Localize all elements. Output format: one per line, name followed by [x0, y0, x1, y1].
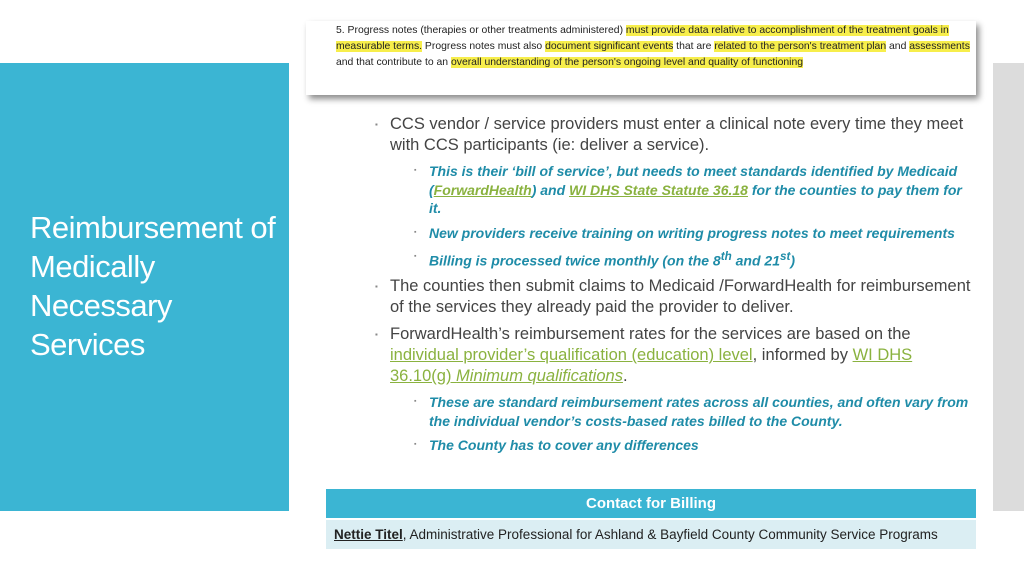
bullet-clinical-note: [365, 114, 975, 156]
sub-bullet-text: The County has to cover any differences: [429, 437, 699, 454]
progress-notes-excerpt: [306, 21, 976, 95]
sub-bullet-text: Billing is processed twice monthly (on the 8: [429, 252, 721, 269]
slide-title: Reimbursement of Medically Necessary Services: [30, 210, 276, 362]
sub-bullet-billing: [365, 248, 975, 270]
excerpt-text: that are: [673, 41, 715, 52]
superscript: th: [720, 250, 732, 263]
excerpt-highlight: must provide data relative to accomplishment of the treatment goals in measurable terms.: [336, 25, 949, 52]
sub-bullet-text: and 21: [731, 252, 780, 269]
forwardhealth-link[interactable]: ForwardHealth: [433, 181, 532, 198]
excerpt-highlight: related to the person's treatment plan: [714, 41, 887, 52]
bullet-text: .: [622, 367, 628, 386]
state-statute-link[interactable]: WI DHS State Statute 36.18: [569, 181, 748, 198]
sub-bullet-text: New providers receive training on writing progress notes to meet requirements: [429, 224, 955, 241]
bullet-text: The counties then submit claims to Medicaid /ForwardHealth for reimbursement of the services they already paid the provider to deliver.: [390, 277, 971, 317]
sub-bullet-bill-of-service: [365, 162, 975, 218]
right-accent-bar: [993, 63, 1024, 511]
sub-bullet-text: ): [790, 252, 796, 269]
excerpt-highlight: document significant events: [545, 41, 674, 52]
excerpt-text: and: [886, 41, 910, 52]
sub-bullet-text: ) and: [531, 181, 570, 198]
excerpt-highlight: overall understanding of the person's ongoing level and quality of functioning: [450, 57, 804, 68]
qualification-level-link[interactable]: individual provider’s qualification (education) level: [390, 346, 753, 365]
bullet-reimbursement-rates: [365, 324, 975, 387]
link-text: WI DHS 36.10(g): [390, 346, 913, 386]
link-text-italic: Minimum qualifications: [456, 367, 623, 386]
sub-bullet-text: This is their ‘bill of service’, but needs to meet standards identified by Medicaid (: [429, 163, 958, 198]
bullet-text: , informed by: [752, 346, 853, 365]
superscript: st: [779, 250, 791, 263]
excerpt-highlight: assessments: [909, 41, 970, 52]
excerpt-text: 5. Progress notes (therapies or other treatments administered): [336, 25, 626, 36]
sub-bullet-text: for the counties to pay them for it.: [429, 181, 962, 216]
sub-bullet-text: These are standard reimbursement rates across all counties, and often vary from the individual vendor’s costs-based rates billed to the County.: [429, 394, 969, 429]
bullet-text: CCS vendor / service providers must enter a clinical note every time they meet with CCS participants (ie: deliver a service).: [390, 115, 964, 154]
excerpt-text: and that contribute to an: [336, 57, 451, 68]
contact-row: [326, 520, 976, 549]
sub-bullet-cover-differences: [365, 436, 975, 455]
sub-bullet-training: [365, 224, 975, 243]
bullet-text: ForwardHealth’s reimbursement rates for the services are based on the: [390, 325, 911, 344]
bullet-list: [365, 108, 975, 455]
sub-bullet-standard-rates: [365, 393, 975, 430]
excerpt-text: Progress notes must also: [422, 41, 546, 52]
contact-header: Contact for Billing: [326, 489, 976, 518]
contact-role: , Administrative Professional for Ashland & Bayfield County Community Service Programs: [402, 527, 938, 542]
bullet-counties-claims: [365, 276, 975, 318]
contact-name[interactable]: Nettie Titel: [334, 527, 403, 542]
